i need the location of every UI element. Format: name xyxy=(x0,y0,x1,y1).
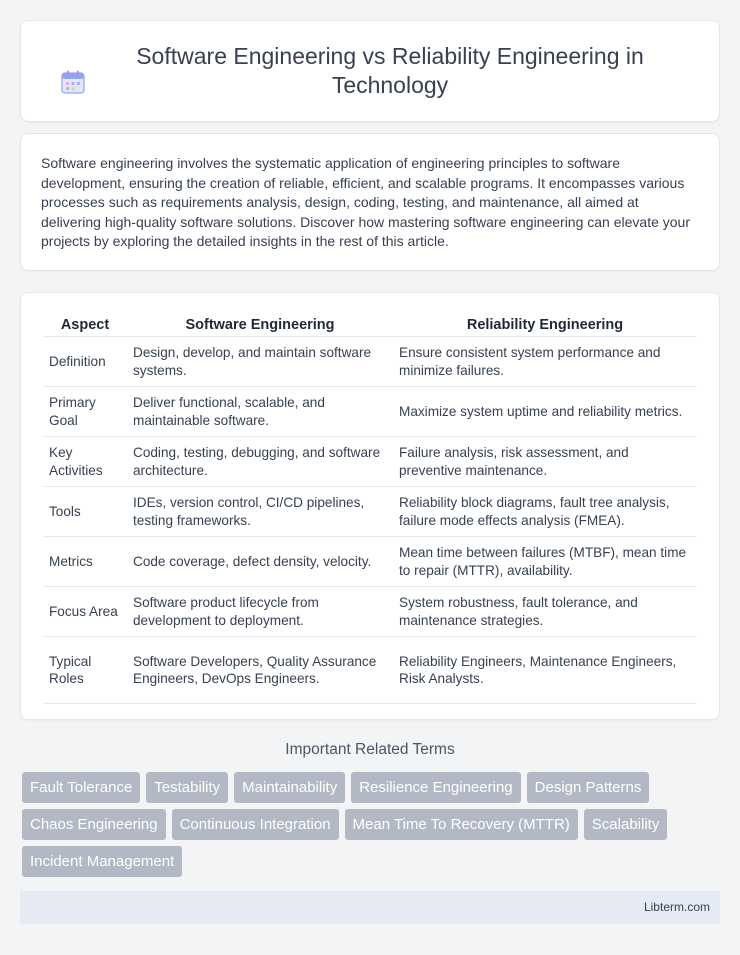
table-row xyxy=(43,487,697,537)
intro-paragraph: Software engineering involves the systematic application of engineering principles to software development, ensuring the creation of reliable, efficient, and scalable programs. It encompasses various processes such as requirements analysis, design, coding, testing, and maintenance, all aimed at delivering high-quality software solutions. Discover how mastering software engineering can elevate your projects by exploring the detailed insights in the rest of this article. xyxy=(41,155,691,250)
header-reliability-engineering: Reliability Engineering xyxy=(393,311,697,337)
footer-site-link[interactable]: Libterm.com xyxy=(643,900,710,914)
footer xyxy=(20,891,720,924)
table-row xyxy=(43,537,697,587)
cell-aspect: Key Activities xyxy=(43,437,127,487)
related-terms-list xyxy=(22,772,722,883)
cell-aspect: Primary Goal xyxy=(43,387,127,437)
header-software-engineering: Software Engineering xyxy=(127,311,393,337)
term-tag[interactable]: Mean Time To Recovery (MTTR) xyxy=(345,809,578,840)
cell-software: Software Developers, Quality Assurance Engineers, DevOps Engineers. xyxy=(127,637,393,704)
term-tag[interactable]: Scalability xyxy=(584,809,668,840)
table-row xyxy=(43,587,697,637)
cell-software: Deliver functional, scalable, and maintainable software. xyxy=(127,387,393,437)
cell-aspect: Tools xyxy=(43,487,127,537)
term-tag[interactable]: Design Patterns xyxy=(527,772,650,803)
cell-software: Design, develop, and maintain software systems. xyxy=(127,337,393,387)
cell-reliability: Mean time between failures (MTBF), mean time to repair (MTTR), availability. xyxy=(393,537,697,587)
term-tag[interactable]: Resilience Engineering xyxy=(351,772,520,803)
term-tag[interactable]: Continuous Integration xyxy=(172,809,339,840)
term-tag[interactable]: Chaos Engineering xyxy=(22,809,166,840)
cell-reliability: Ensure consistent system performance and minimize failures. xyxy=(393,337,697,387)
cell-reliability: Reliability block diagrams, fault tree analysis, failure mode effects analysis (FMEA). xyxy=(393,487,697,537)
calendar-icon xyxy=(60,69,86,95)
cell-aspect: Metrics xyxy=(43,537,127,587)
page-title: Software Engineering vs Reliability Engineering in Technology xyxy=(136,43,644,98)
title-card xyxy=(20,20,720,122)
term-tag[interactable]: Incident Management xyxy=(22,846,182,877)
cell-reliability: Maximize system uptime and reliability metrics. xyxy=(393,387,697,437)
cell-software: Software product lifecycle from development to deployment. xyxy=(127,587,393,637)
comparison-table xyxy=(43,311,697,704)
cell-aspect: Focus Area xyxy=(43,587,127,637)
cell-reliability: Reliability Engineers, Maintenance Engineers, Risk Analysts. xyxy=(393,637,697,704)
term-tag[interactable]: Maintainability xyxy=(234,772,345,803)
cell-aspect: Typical Roles xyxy=(43,637,127,704)
cell-aspect: Definition xyxy=(43,337,127,387)
cell-software: Code coverage, defect density, velocity. xyxy=(127,537,393,587)
table-row xyxy=(43,387,697,437)
table-header-row xyxy=(43,311,697,337)
table-row xyxy=(43,337,697,387)
cell-reliability: Failure analysis, risk assessment, and preventive maintenance. xyxy=(393,437,697,487)
term-tag[interactable]: Fault Tolerance xyxy=(22,772,140,803)
comparison-table-card xyxy=(20,292,720,720)
cell-reliability: System robustness, fault tolerance, and maintenance strategies. xyxy=(393,587,697,637)
intro-card xyxy=(20,133,720,271)
table-row xyxy=(43,437,697,487)
table-row xyxy=(43,637,697,704)
cell-software: Coding, testing, debugging, and software architecture. xyxy=(127,437,393,487)
cell-software: IDEs, version control, CI/CD pipelines, testing frameworks. xyxy=(127,487,393,537)
header-aspect: Aspect xyxy=(43,311,127,337)
term-tag[interactable]: Testability xyxy=(146,772,228,803)
related-terms-title: Important Related Terms xyxy=(285,741,455,758)
